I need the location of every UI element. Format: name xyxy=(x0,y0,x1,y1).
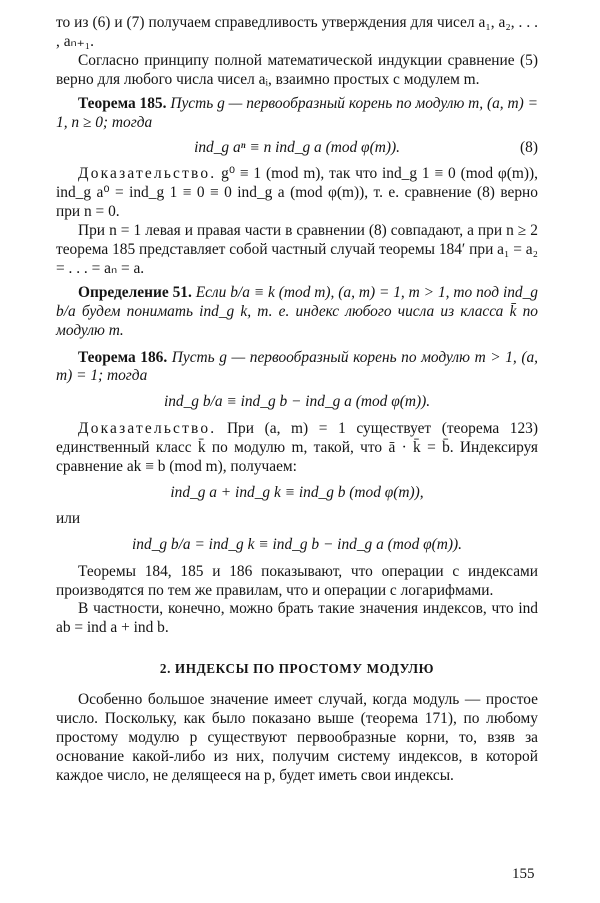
equation xyxy=(56,536,538,555)
paragraph: или xyxy=(56,509,81,527)
page-content xyxy=(56,14,538,786)
theorem-text: Пусть g — первообразный корень по модулю m > 1, (a, m) = 1; тогда xyxy=(56,348,538,385)
equation-8 xyxy=(56,139,538,158)
equation-text: ind_g aⁿ ≡ n ind_g a (mod φ(m)). xyxy=(194,139,400,157)
definition-label: Определение 51. xyxy=(78,283,192,301)
equation-text: ind_g b/a = ind_g k ≡ ind_g b − ind_g a (mod φ(m)). xyxy=(132,535,462,553)
theorem-185 xyxy=(56,95,538,133)
equation-number: (8) xyxy=(520,139,538,157)
equation xyxy=(56,393,538,412)
paragraph: то из (6) и (7) получаем справедливость утверждения для чисел a₁, a₂, . . . , aₙ₊₁. xyxy=(56,14,538,50)
proof xyxy=(56,165,538,222)
equation-text: ind_g b/a ≡ ind_g b − ind_g a (mod φ(m)). xyxy=(163,393,431,411)
proof-text: При (a, m) = 1 существует (теорема 123) единственный класс k̄ по модулю m, такой, что ā · k̄ = b̄. Индексируя сравнение ak ≡ b (mod m), получаем: xyxy=(56,420,538,476)
theorem-text: Пусть g — первообразный корень по модулю m, (a, m) = 1, n ≥ 0; тогда xyxy=(56,94,538,131)
theorem-label: Теорема 186. xyxy=(78,348,168,366)
paragraph: Теоремы 184, 185 и 186 показывают, что операции с индексами производятся по тем же правилам, что и операции с логарифмами. xyxy=(56,562,538,599)
equation-text: ind_g a + ind_g k ≡ ind_g b (mod φ(m)), xyxy=(170,483,424,501)
theorem-label: Теорема 185. xyxy=(78,94,167,112)
definition-text: Если b/a ≡ k (mod m), (a, m) = 1, m > 1, то под ind_g b/a будем понимать ind_g k, т. е. индекс любого числа из класса k̄ по модулю m. xyxy=(56,283,538,339)
proof-label: Доказательство. xyxy=(78,420,217,438)
paragraph: При n = 1 левая и правая части в сравнении (8) совпадают, а при n ≥ 2 теорема 185 представляет собой частный случай теоремы 184′ при a₁ = a₂ = . . . = aₙ = a. xyxy=(56,222,538,277)
proof-text: g⁰ ≡ 1 (mod m), так что ind_g 1 ≡ 0 (mod φ(m)), ind_g a⁰ = ind_g 1 ≡ 0 ≡ 0 ind_g a (mod φ(m)), т. е. сравнение (8) верно при n = 0. xyxy=(56,165,538,221)
theorem-186 xyxy=(56,349,538,387)
section-heading: 2. ИНДЕКСЫ ПО ПРОСТОМУ МОДУЛЮ xyxy=(159,661,435,677)
proof xyxy=(56,420,538,477)
proof-label: Доказательство. xyxy=(78,165,217,183)
paragraph: В частности, конечно, можно брать такие значения индексов, что ind ab = ind a + ind b. xyxy=(56,600,538,637)
definition-51 xyxy=(56,284,538,341)
equation xyxy=(56,484,538,503)
page-number: 155 xyxy=(512,866,535,882)
paragraph: Особенно большое значение имеет случай, когда модуль — простое число. Поскольку, как было показано выше (теорема 171), по любому простому модулю p существуют первообразные корни, то, взяв за основание какой-либо из них, получим систему индексов, в которой каждое число, не делящееся на p, будет иметь свои индексы. xyxy=(56,691,538,784)
paragraph: Согласно принципу полной математической индукции сравнение (5) верно для любого числа чисел aᵢ, взаимно простых с модулем m. xyxy=(56,51,538,88)
